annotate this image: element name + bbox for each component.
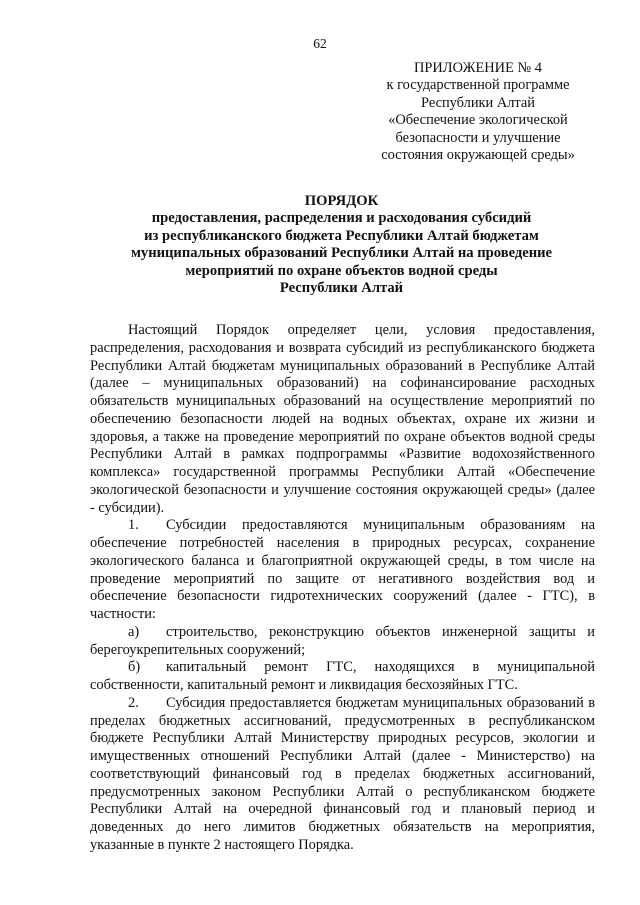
title-line: Республики Алтай [279, 280, 404, 297]
paragraph-1 [90, 517, 595, 624]
title-line: из республиканского бюджета Республики Алтай бюджетам [144, 227, 539, 244]
appendix-line: состояния окружающей среды» [381, 147, 575, 164]
document-body [90, 322, 595, 855]
paragraph-text: капитальный ремонт ГТС, находящихся в муниципальной собственности, капитальный ремонт и ликвидация бесхозяйных ГТС. [90, 659, 595, 693]
paragraph-text: Субсидия предоставляется бюджетам муниципальных образований в пределах бюджетных ассигнований, предусмотренных в республиканском бюджете Республики Алтай Министерству природных ресурсов, экологии и имущественных отношений Республики Алтай (далее - Министерство) на соответствующий финансовый год в пределах бюджетных ассигнований, предусмотренных законом Республики Алтай о республиканском бюджете Республики Алтай на очередной финансовый год и плановый период и доведенных до него лимитов бюджетных обязательств на мероприятия, указанные в пункте 2 настоящего Порядка. [90, 694, 595, 853]
document-title [90, 193, 593, 297]
paragraph-2 [90, 695, 595, 855]
intro-paragraph: Настоящий Порядок определяет цели, условия предоставления, распределения, расходования и возврата субсидий из республиканского бюджета Республики Алтай бюджетам муниципальных образований в Республике Алтай (далее – муниципальных образований) на софинансирование расходных обязательств муниципальных образований на осуществление мероприятий по обеспечению безопасности людей на водных объектах, охране их жизни и здоровья, а также на проведение мероприятий по охране объектов водной среды Республики Алтай в рамках подпрограммы «Развитие водохозяйственного комплекса» государственной программы Республики Алтай «Обеспечение экологической безопасности и улучшение состояния окружающей среды» (далее - субсидии). [90, 322, 595, 516]
paragraph-a [90, 624, 595, 660]
page-number: 62 [313, 36, 327, 51]
appendix-line: ПРИЛОЖЕНИЕ № 4 [414, 60, 542, 76]
paragraph-number: б) [128, 659, 141, 676]
title-heading: ПОРЯДОК [304, 193, 379, 209]
title-line: предоставления, распределения и расходования субсидий [151, 210, 532, 227]
title-line: мероприятий по охране объектов водной среды [185, 262, 498, 279]
paragraph-number: 2. [128, 694, 139, 711]
paragraph-number: а) [128, 623, 140, 640]
appendix-line: к государственной программе [386, 77, 570, 94]
paragraph-b [90, 659, 595, 695]
appendix-line: безопасности и улучшение [395, 129, 561, 146]
paragraph-text: строительство, реконструкцию объектов инженерной защиты и берегоукрепительных сооружений; [90, 623, 595, 658]
paragraph-text: Субсидии предоставляются муниципальным образованиям на обеспечение потребностей населения в природных ресурсах, сохранение экологического баланса и благоприятной окружающей среды, в том числе на проведение мероприятий по защите от негативного воздействия вод и обеспечение безопасности гидротехнических сооружений (далее - ГТС), в частности: [90, 517, 595, 622]
appendix-line: Республики Алтай [421, 94, 535, 111]
appendix-line: «Обеспечение экологической [388, 112, 568, 129]
title-line: муниципальных образований Республики Алтай на проведение [130, 245, 553, 262]
paragraph-number: 1. [128, 517, 139, 534]
appendix-block [362, 60, 594, 164]
